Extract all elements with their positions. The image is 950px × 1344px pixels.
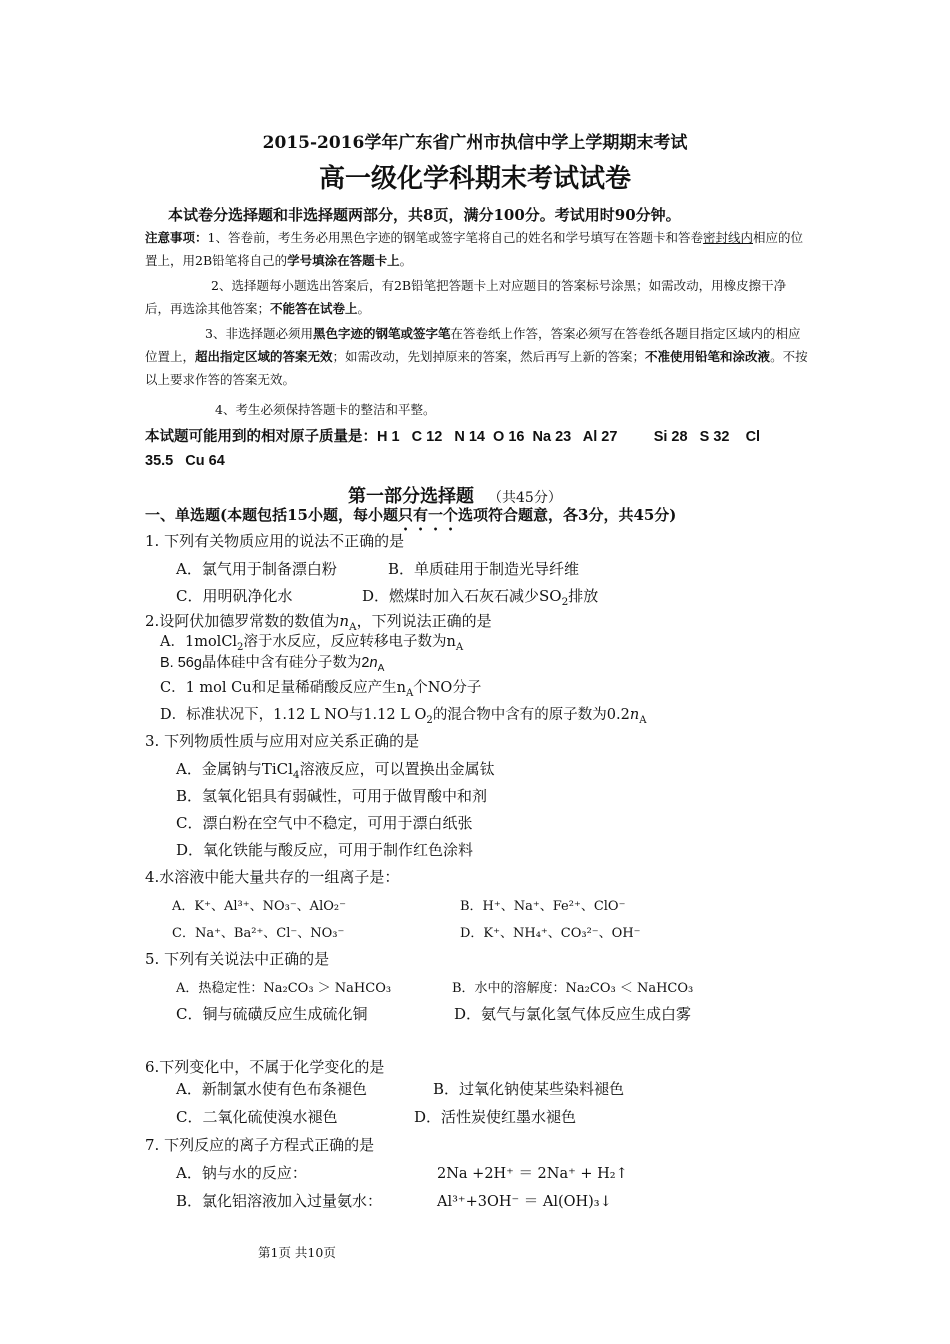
question-5-stem: 5. 下列有关说法中正确的是 xyxy=(145,950,330,968)
question-7-option-b-equation: Al³⁺+3OH⁻ ＝ Al(OH)₃↓ xyxy=(437,1194,612,1210)
atomic-masses-line1: 本试题可能用到的相对原子质量是：H 1 C 12 N 14 O 16 Na 23 Al 27 Si 28 S 32 Cl xyxy=(145,429,761,445)
question-3-option-b: B．氢氧化铝具有弱碱性，可用于做胃酸中和剂 xyxy=(176,787,488,805)
question-4-stem: 4.水溶液中能大量共存的一组离子是： xyxy=(145,868,400,886)
notice-item-3: 3、非选择题必须用黑色字迹的钢笔或签字笔在答卷纸上作答，答案必须写在答卷纸各题目指定区域内的相应位置上，超出指定区域的答案无效；如需改动，先划掉原来的答案，然后再写上新的答案；不准使用铅笔和涂改液。不按以上要求作答的答案无效。 xyxy=(145,326,808,387)
question-1-option-a: A．氯气用于制备漂白粉 xyxy=(176,560,337,578)
notice-item-4: 4、考生必须保持答题卡的整洁和平整。 xyxy=(215,402,436,417)
question-2-option-d: D．标准状况下，1.12 L NO与1.12 L $O_2$的混合物中含有的原子数为$0.2n_A$ xyxy=(160,707,647,726)
question-3-stem: 3. 下列物质性质与应用对应关系正确的是 xyxy=(145,732,420,750)
question-6-option-d: D．活性炭使红墨水褪色 xyxy=(414,1108,577,1126)
notice-label: 注意事项： xyxy=(145,230,208,245)
question-4-option-a: A．K⁺、Al³⁺、NO₃⁻、AlO₂⁻ xyxy=(172,899,346,914)
question-1-option-d: D．燃煤时加入石灰石减少$SO_2$排放 xyxy=(362,587,599,608)
question-4-option-b: B．H⁺、Na⁺、Fe²⁺、ClO⁻ xyxy=(460,899,626,914)
exam-intro: 本试卷分选择题和非选择题两部分，共8页，满分100分。考试用时90分钟。 xyxy=(168,206,681,224)
question-3-option-a: A．金属钠与TiCl$_4$溶液反应，可以置换出金属钛 xyxy=(176,760,495,781)
exam-title: 高一级化学科期末考试试卷 xyxy=(318,164,631,194)
question-7-option-b: B．氯化铝溶液加入过量氨水： xyxy=(176,1192,383,1210)
question-7-option-a-equation: 2Na +2H⁺ ＝ 2Na⁺ + H₂↑ xyxy=(437,1166,628,1182)
question-6-option-b: B．过氧化钠使某些染料褪色 xyxy=(433,1080,625,1098)
question-2-option-c: C．1 mol Cu和足量稀硝酸反应产生$n_A$个NO分子 xyxy=(160,680,482,699)
question-4-option-d: D．K⁺、NH₄⁺、CO₃²⁻、OH⁻ xyxy=(460,926,641,941)
notice-item-1: 注意事项：1、答卷前，考生务必用黑色字迹的钢笔或签字笔将自己的姓名和学号填写在答题卡和答卷密封线内相应的位置上，用2B铅笔将自己的学号填涂在答题卡上。 xyxy=(145,230,804,268)
question-1-option-c: C．用明矾净化水 xyxy=(176,587,293,605)
question-3-option-c: C．漂白粉在空气中不稳定，可用于漂白纸张 xyxy=(176,814,473,832)
question-6-option-a: A．新制氯水使有色布条褪色 xyxy=(176,1080,367,1098)
part1-title: 第一部分选择题 （共45分） xyxy=(348,486,562,507)
question-5-option-b: B．水中的溶解度：Na₂CO₃ ＜ NaHCO₃ xyxy=(452,981,694,996)
section-instruction: 一、单选题(本题包括15小题，每小题只有一个选项符合题意，各3分，共45分) xyxy=(145,506,677,524)
notice-item-2: 2、选择题每小题选出答案后，有2B铅笔把答题卡上对应题目的答案标号涂黑；如需改动，用橡皮擦干净后，再选涂其他答案；不能答在试卷上。 xyxy=(145,278,787,316)
question-7-option-a: A．钠与水的反应： xyxy=(176,1164,307,1182)
page-footer: 第1页 共10页 xyxy=(258,1245,336,1260)
question-1-stem: 1. 下列有关物质应用的说法不正确的是 xyxy=(145,532,405,550)
question-5-option-d: D．氨气与氯化氢气体反应生成白雾 xyxy=(454,1005,692,1023)
question-6-stem: 6.下列变化中，不属于化学变化的是 xyxy=(145,1058,385,1076)
question-2-stem: 2.设阿伏加德罗常数的数值为$n_A$，下列说法正确的是 xyxy=(145,612,492,633)
question-2-option-b: B. 56g晶体硅中含有硅分子数为$2n_A$ xyxy=(160,655,385,674)
question-2-option-a: A．1molCl$_2$溶于水反应，反应转移电子数为$n_A$ xyxy=(160,634,464,653)
question-5-option-a: A．热稳定性：Na₂CO₃ ＞ NaHCO₃ xyxy=(176,981,392,996)
exam-school-title: 2015-2016学年广东省广州市执信中学上学期期末考试 xyxy=(262,133,688,153)
emphasis-text: 只有一个 xyxy=(397,506,458,524)
question-7-stem: 7. 下列反应的离子方程式正确的是 xyxy=(145,1136,375,1154)
question-1-option-b: B．单质硅用于制造光导纤维 xyxy=(388,560,580,578)
question-5-option-c: C．铜与硫磺反应生成硫化铜 xyxy=(176,1005,368,1023)
atomic-masses-line2: 35.5 Cu 64 xyxy=(145,453,225,469)
question-4-option-c: C．Na⁺、Ba²⁺、Cl⁻、NO₃⁻ xyxy=(172,926,345,941)
question-6-option-c: C．二氧化硫使溴水褪色 xyxy=(176,1108,338,1126)
question-3-option-d: D．氧化铁能与酸反应，可用于制作红色涂料 xyxy=(176,841,474,859)
seal-line-text: 密封线内 xyxy=(702,230,753,245)
